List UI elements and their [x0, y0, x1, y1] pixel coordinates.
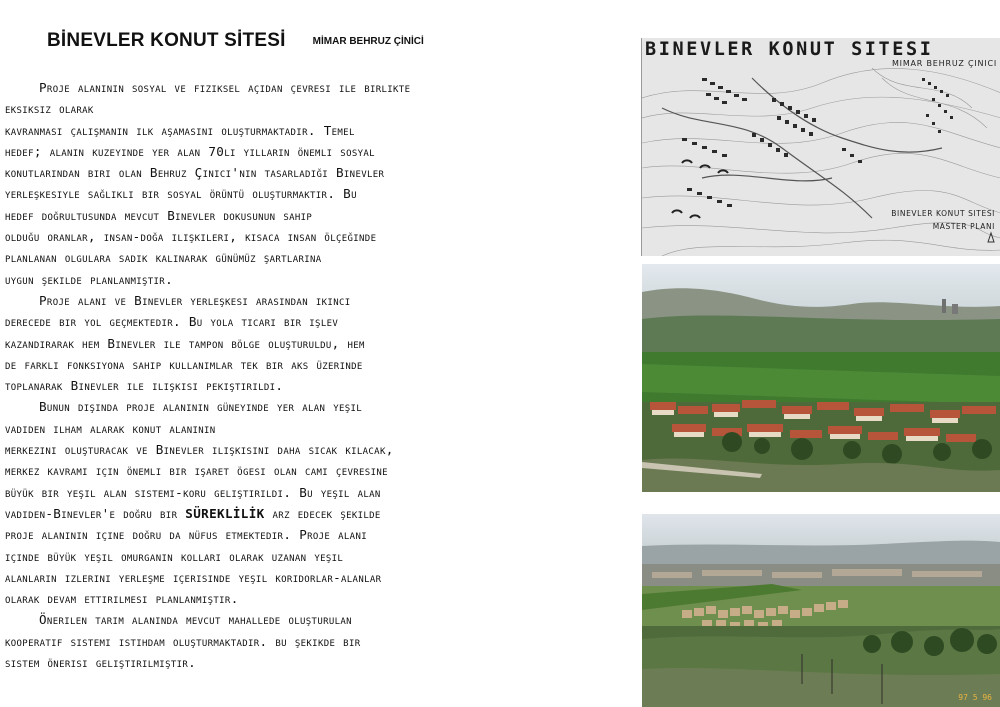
plan-caption-line: MASTER PLANI [932, 222, 995, 231]
text-line: eksiksiz olarak [5, 101, 94, 117]
text-line: kazandırarak hem Binevler ile tampon bölge oluşturuldu, hem [5, 335, 365, 351]
text-line: toplanarak Binevler ile ilişkisi pekiştirildi. [5, 378, 284, 394]
site-photo-2-image [642, 514, 1000, 707]
text-line: hedef doğrultusunda mevcut Binevler dokusunun sahip [5, 207, 313, 223]
architect-name: MİMAR BEHRUZ ÇİNİCİ [312, 36, 424, 47]
text-line: planlanan olgulara sadık kalınarak günümüz şartlarına [5, 250, 322, 266]
text-line: alanların izlerini yerleşme içerisinde yeşil koridorlar-alanlar [5, 569, 382, 585]
text-line: olarak devam ettirilmesi planlanmıştır. [5, 591, 239, 607]
photo-date-stamp: 97 5 96 [958, 693, 992, 702]
text-line: kavranması çalışmanın ilk aşamasını oluşturmaktadır. Temel [5, 122, 355, 138]
text-line: merkezini oluşturacak ve Binevler ilişkisini daha sıcak kılacak, [5, 442, 394, 458]
text-line: vadiden ilham alarak konut alanının [5, 420, 216, 436]
plan-title: BINEVLER KONUT SITESI [645, 39, 934, 60]
text-fragment: vadiden-Binevler'e doğru bir [5, 505, 186, 521]
text-line: olduğu oranlar, insan-doğa ilişkileri, kısaca insan ölçeğinde [5, 229, 377, 245]
text-line: derecede bir yol geçmektedir. Bu yola ticari bir işlev [5, 314, 339, 330]
plan-architect: MIMAR BEHRUZ ÇINICI [891, 59, 997, 68]
emphasis-word: SÜREKLİLİK [185, 505, 265, 521]
page-title: BİNEVLER KONUT SİTESİ [47, 30, 286, 51]
text-line: Önerilen tarım alanında mevcut mahallede oluşturulan [39, 612, 352, 628]
page-header [47, 30, 424, 52]
text-fragment: arz edecek şekilde [264, 505, 381, 521]
site-photo-1-image [642, 264, 1000, 492]
project-description [5, 77, 637, 673]
text-line: Proje alanının sosyal ve fiziksel açıdan çevresi ile birlikte [39, 80, 411, 95]
site-photo-2 [642, 514, 1000, 707]
text-line: Bunun dışında proje alanının güneyinde yer alan yeşil [39, 399, 363, 415]
text-line: uygun şekilde planlanmıştır. [5, 271, 174, 287]
master-plan-image [641, 38, 1000, 256]
text-line: Proje alanı ve Binevler yerleşkesi arasından ikinci [39, 292, 351, 308]
text-line [5, 503, 637, 524]
plan-caption-line: BINEVLER KONUT SITESI [891, 209, 995, 218]
text-line: proje alanının içine doğru da nüfus etmektedir. Proje alanı [5, 527, 367, 543]
text-line: de farklı fonksiyona sahip kullanımlar tek bir aks üzerinde [5, 356, 363, 372]
text-line: kooperatif sistemi istihdam oluşturmaktadır. bu şekikde bir [5, 633, 361, 649]
text-line: sistem önerisi geliştirilmiştir. [5, 655, 197, 671]
text-line: konutlarından biri olan Behruz Çinıcı'nın tasarladığı Binevler [5, 165, 385, 181]
text-line: yerleşkesiyle sağlıklı bir sosyal örüntü oluşturmaktır. Bu [5, 186, 357, 202]
text-line: merkez kavramı için önemli bir işaret ögesi olan camı çevresine [5, 463, 388, 479]
plan-caption [891, 207, 995, 233]
text-line: hedef; alanın kuzeyinde yer alan 70li yılların önemli sosyal [5, 143, 375, 159]
text-line: içinde büyük yeşil omurganın kolları olarak uzanan yeşil [5, 548, 344, 564]
site-photo-1 [642, 264, 1000, 492]
text-line: büyük bir yeşil alan sistemi-koru geliştirildi. Bu yeşil alan [5, 484, 381, 500]
